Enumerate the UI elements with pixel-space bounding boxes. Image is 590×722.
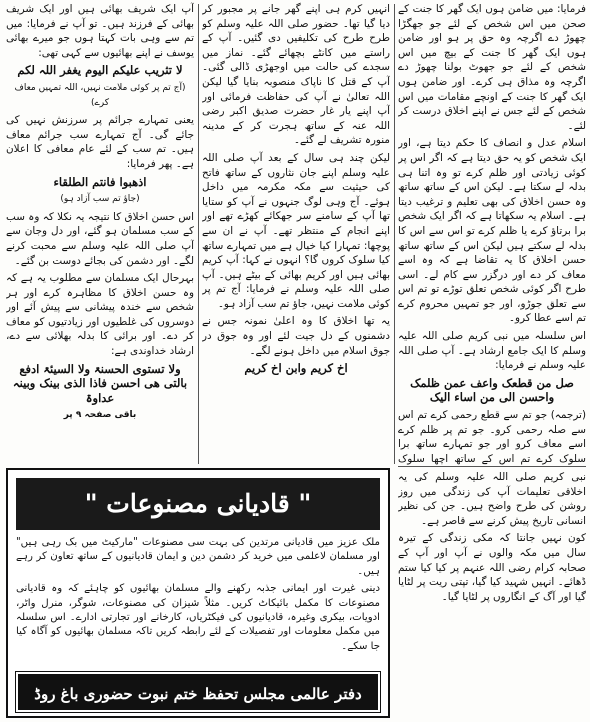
article-column-left — [6, 2, 194, 467]
paragraph: فرمایا: میں ضامن ہوں ایک گھر کا جنت کے صحن میں اس شخص کے لئے جو جھگڑا چھوڑ دے اگرچہ وہ حق پر ہو اور ضامن ہوں ایک گھر کا جنت کے بیچ میں اس شخص کے لئے جو جھوٹ بولنا چھوڑ دے اگرچہ وہ مذاق ہی کرے۔ اور ضامن ہوں ایک گھر کا جنت کے اونچے مقامات میں اس شخص کے لئے جس نے اپنے اخلاق درست کر لئے۔ — [398, 3, 586, 132]
column-divider — [394, 4, 395, 464]
paragraph: آپ ایک شریف بھائی ہیں اور ایک شریف بھائی کے فرزند ہیں۔ تو آپ نے فرمایا: میں تم سے وہی بات کہتا ہوں جو میرے بھائی یوسف نے اپنے بھائیوں سے کہی تھی: — [6, 3, 194, 59]
section-divider — [398, 466, 586, 467]
paragraph: کون نہیں جانتا کہ مکی زندگی کے تیرہ سال میں مکہ والوں نے آپ اور آپ کے صحابہ کرام رضی اللہ عنہم پر کیا کیا ستم ڈھائے۔ انہیں شہید کیا گیا، تپتی ریت پر لٹایا گیا اور آگ کے انگاروں پر لٹایا گیا۔ — [398, 532, 586, 603]
quran-verse: ولا تستوی الحسنۃ ولا السیئۃ ادفع بالتی ھی احسن فاذا الذی بینک وبینہ عداوۃ — [12, 361, 188, 405]
article-column-middle — [202, 2, 390, 467]
paragraph: انہیں کرم ہی اپنے گھر جانے پر مجبور کر دیا گیا تھا۔ حضور صلی اللہ علیہ وسلم کو طرح طرح کی تکلیفیں دی گئیں۔ آپ کے راستے میں کانٹے بچھائے گئے۔ نماز میں سجدے کی حالت میں اوجھڑی ڈالی گئی۔ آپ کے قتل کا ناپاک منصوبہ بنایا گیا لیکن اللہ تعالیٰ نے آپ کی حفاظت فرمائی اور آپ اپنے یار غار حضرت صدیق اکبر رضی اللہ عنہ کے ساتھ ہجرت کر کے مدینہ منورہ تشریف لے گئے۔ — [202, 3, 390, 147]
paragraph: دینی غیرت اور ایمانی جذبہ رکھنے والے مسلمان بھائیوں کو چاہئے کہ وہ قادیانی مصنوعات کا مکمل بائیکاٹ کریں۔ مثلاً شیزان کی مصنوعات، شوگر، منرل واٹر، ادویات، بیکری وغیرہ، قادیانیوں کی فیکٹریاں، کارخانے اور تجارتی ادارے۔ اس سلسلہ میں مکمل معلومات اور تفصیلات کے لئے رابطہ کریں تاکہ مسلمان بھائیوں کو آگاہ کیا جا سکے۔ — [16, 583, 380, 652]
announcement-box — [6, 468, 390, 718]
quran-verse: لا تثریب علیکم الیوم یغفر اللہ لکم — [17, 63, 183, 78]
paragraph: بہرحال ایک مسلمان سے مطلوب یہ ہے کہ وہ حسن اخلاق کا مظاہرہ کرے اور ہر شخص سے خندہ پیشانی سے پیش آئے اور دوسروں کی غلطیوں اور زیادتیوں کو معاف کر دے۔ اور برائی کا بدلہ بھلائی سے دے، ارشاد خداوندی ہے: — [6, 272, 194, 358]
paragraph: (ترجمہ) جو تم سے قطع رحمی کرے تم اس سے صلہ رحمی کرو۔ جو تم پر ظلم کرے اسے معاف کرو اور جو تمہارے ساتھ برا سلوک کرے تم اس کے ساتھ اچھا سلوک — [398, 409, 586, 465]
announcement-body — [16, 536, 380, 668]
paragraph: اس سلسلہ میں نبی کریم صلی اللہ علیہ وسلم کا ایک جامع ارشاد ہے۔ آپ صلی اللہ علیہ وسلم نے فرمایا: — [398, 330, 586, 372]
paragraph: لیکن چند ہی سال کے بعد آپ صلی اللہ علیہ وسلم اپنے جان نثاروں کے ساتھ فاتح کی حیثیت سے مکہ مکرمہ میں داخل ہوئے۔ آج وہی لوگ جنہوں نے آپ کو ستایا تھا آپ کے سامنے سر جھکائے کھڑے تھے اور اپنے انجام کے منتظر تھے۔ آپ نے ان سے پوچھا: تمہارا کیا خیال ہے میں تمہارے ساتھ کیا سلوک کروں گا؟ انہوں نے کہا: آپ کریم بھائی ہیں اور کریم بھائی کے بیٹے ہیں۔ آپ صلی اللہ علیہ وسلم نے فرمایا: آج تم پر کوئی ملامت نہیں، جاؤ تم سب آزاد ہو۔ — [202, 151, 390, 310]
paragraph: یہ تھا اخلاق کا وہ اعلیٰ نمونہ جس نے دشمنوں کے دل جیت لئے اور وہ جوق در جوق اسلام میں داخل ہونے لگے۔ — [202, 315, 390, 357]
hadith-text: اذھبوا فانتم الطلقاء — [53, 174, 147, 189]
continued-note: باقی صفحہ ۹ پر — [63, 410, 137, 421]
quote-text: اخ کریم وابن اخ کریم — [244, 361, 348, 376]
announcement-footer: دفتر عالمی مجلس تحفظ ختم نبوت حضوری باغ روڈ — [16, 672, 380, 712]
announcement-title: " قادیانی مصنوعات " — [16, 478, 380, 530]
article-column-right — [398, 2, 586, 467]
verse-translation: (آج تم پر کوئی ملامت نہیں، اللہ تمہیں معاف کرے) — [14, 82, 186, 108]
paragraph: اسلام عدل و انصاف کا حکم دیتا ہے، اور ایک شخص کو یہ حق دیتا ہے کہ اگر اس پر کوئی زیادتی اور ظلم کرے تو وہ اتنا ہی بدلہ لے سکتا ہے۔ لیکن اس کے ساتھ ساتھ وہ حسن اخلاق کی بھی تعلیم و ترغیب دیتا ہے۔ اسلام یہ سکھاتا ہے کہ اگر ایک شخص برا برتاؤ کرے یا ظلم کرے تو اس سے اس کا بدلہ لے سکتے ہیں لیکن اس کے ساتھ ساتھ حسن اخلاق کا یہ تقاضا ہے کہ وہ اسے معاف کر دے اور درگزر سے کام لے۔ اسی طرح اگر کوئی شخص تعلق توڑے تو تم اس سے تعلق جوڑو، اور جو تمہیں محروم کرے تم اسے عطا کرو۔ — [398, 137, 586, 325]
hadith-translation: (جاؤ تم سب آزاد ہو) — [60, 194, 140, 205]
paragraph: اس حسن اخلاق کا نتیجہ یہ نکلا کہ وہ سب کے سب مسلمان ہو گئے، اور دل وجان سے آپ صلی اللہ علیہ وسلم سے محبت کرنے لگے۔ اور دشمن کی بجائے دوست بن گئے۔ — [6, 210, 194, 267]
paragraph: نبی کریم صلی اللہ علیہ وسلم کی یہ اخلاقی تعلیمات آپ کی زندگی میں روز روشن کی طرح واضح ہیں۔ جن کی نظیر انسانی تاریخ پیش کرنے سے قاصر ہے۔ — [398, 471, 586, 527]
column-divider — [198, 4, 199, 464]
paragraph: یعنی تمہارے جرائم پر سرزنش نہیں کی جائے گی۔ آج تمہارے سب جرائم معاف ہیں۔ تم سب کے لئے عام معافی کا اعلان ہے۔ پھر فرمایا: — [6, 114, 194, 170]
paragraph: ملک عزیز میں قادیانی مرتدین کی بہت سی مصنوعات "مارکیٹ میں بک رہی ہیں" اور مسلمان لاعلمی میں خرید کر دشمن دین و ایمان قادیانیوں کے ساتھ تعاون کر رہے ہیں۔ — [16, 537, 380, 577]
article-column-bottom — [398, 470, 586, 720]
hadith-text: صل من قطعک واعف عمن ظلمک واحسن الی من اساء الیک — [410, 375, 574, 405]
